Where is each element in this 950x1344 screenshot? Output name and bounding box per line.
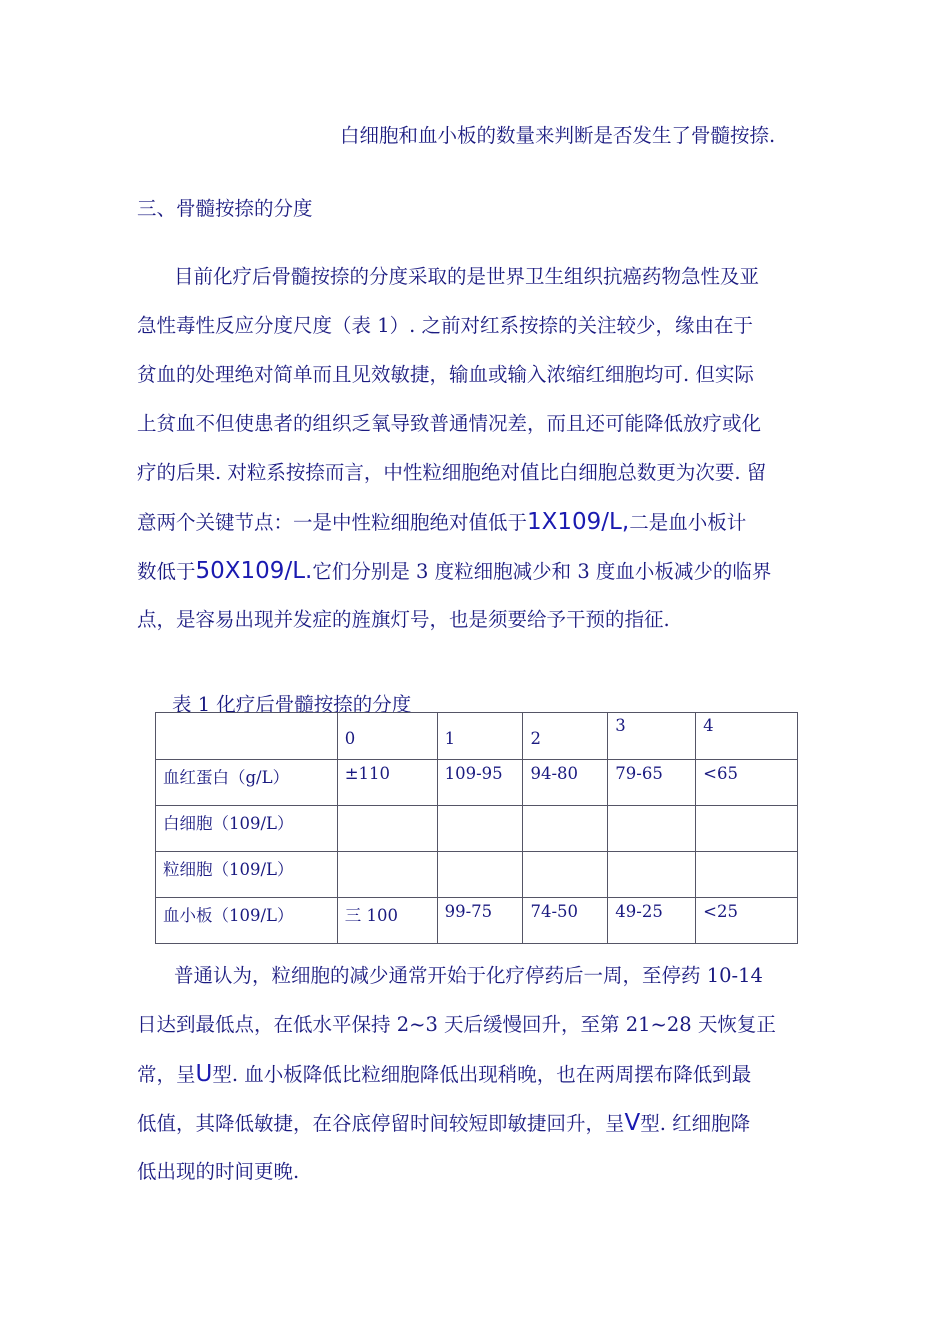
para1-line-1: 目前化疗后骨髓按捺的分度采取的是世界卫生组织抗癌药物急性及亚: [174, 265, 760, 288]
para2-line-4-text-c: 型. 红细胞降: [640, 1112, 751, 1135]
table-cell: 49-25: [608, 898, 696, 944]
row-label-platelet: 血小板（109/L）: [156, 898, 338, 944]
para1-line-6: [137, 509, 746, 536]
para1-line-4: 上贫血不但使患者的组织乏氧导致普通情况差，而且还可能降低放疗或化: [137, 412, 762, 435]
table-cell: [523, 806, 608, 852]
row-label-wbc: 白细胞（109/L）: [156, 806, 338, 852]
table-cell: 109-95: [437, 760, 523, 806]
row-label-hemoglobin: 血红蛋白（g/L）: [156, 760, 338, 806]
table-row: [156, 852, 798, 898]
table-cell: 74-50: [523, 898, 608, 944]
table-cell: [608, 852, 696, 898]
table-header-row: [156, 713, 798, 760]
table-cell: <25: [696, 898, 798, 944]
continuation-line: 白细胞和血小板的数量来判断是否发生了骨髓按捺.: [340, 124, 776, 147]
table-cell: <65: [696, 760, 798, 806]
para1-line-2: 急性毒性反应分度尺度（表 1）. 之前对红系按捺的关注较少，缘由在于: [137, 314, 754, 337]
para2-line-4-text-a: 低值，其降低敏捷，在谷底停留时间较短即敏捷回升，呈: [137, 1112, 625, 1135]
section-heading: 三、骨髓按捺的分度: [137, 197, 313, 220]
row-label-granulocyte: 粒细胞（109/L）: [156, 852, 338, 898]
table-cell: [696, 852, 798, 898]
grading-table: [155, 712, 798, 944]
neutrophil-threshold: 1X109/L,: [527, 509, 630, 535]
platelet-threshold: 50X109/L.: [195, 558, 313, 584]
table-cell: [337, 852, 437, 898]
para2-line-2: 日达到最低点，在低水平保持 2~3 天后缓慢回升，至第 21~28 天恢复正: [137, 1013, 776, 1036]
table-cell: ±110: [337, 760, 437, 806]
para1-line-3: 贫血的处理绝对简单而且见效敏捷，输血或输入浓缩红细胞均可. 但实际: [137, 363, 754, 386]
table-cell: 94-80: [523, 760, 608, 806]
header-cell-grade-3: 3: [608, 713, 696, 760]
header-cell-grade-1: 1: [437, 713, 523, 760]
para1-line-8: 点，是容易出现并发症的旌旗灯号，也是须要给予干预的指征.: [137, 608, 670, 631]
table-row: [156, 760, 798, 806]
header-cell-grade-0: 0: [337, 713, 437, 760]
table-caption: 表 1 化疗后骨髓按捺的分度: [172, 693, 412, 716]
para1-line-6-text-c: 二是血小板计: [629, 511, 747, 534]
para2-line-3-text-c: 型. 血小板降低比粒细胞降低出现稍晚，也在两周摆布降低到最: [212, 1063, 752, 1086]
header-cell-grade-4: 4: [696, 713, 798, 760]
para2-line-3-text-a: 常，呈: [137, 1063, 196, 1086]
table-cell: [437, 806, 523, 852]
para1-line-7: [137, 558, 771, 585]
table-row: [156, 898, 798, 944]
table-cell: [523, 852, 608, 898]
table-row: [156, 806, 798, 852]
table-cell: 99-75: [437, 898, 523, 944]
header-cell-grade-2: 2: [523, 713, 608, 760]
para1-line-6-text-a: 意两个关键节点：一是中性粒细胞绝对值低于: [137, 511, 528, 534]
table-cell: [696, 806, 798, 852]
para1-line-5: 疗的后果. 对粒系按捺而言，中性粒细胞绝对值比白细胞总数更为次要. 留: [137, 461, 767, 484]
header-cell-blank: [156, 713, 338, 760]
para2-line-4: [137, 1110, 750, 1137]
table-cell: [608, 806, 696, 852]
para2-line-5: 低出现的时间更晚.: [137, 1160, 300, 1183]
para2-line-1: 普通认为，粒细胞的减少通常开始于化疗停药后一周，至停药 10-14: [174, 964, 763, 987]
para1-line-7-text-c: 它们分别是 3 度粒细胞减少和 3 度血小板减少的临界: [312, 560, 772, 583]
table-cell: 79-65: [608, 760, 696, 806]
table-cell: [437, 852, 523, 898]
u-shape-letter: U: [195, 1061, 213, 1087]
v-shape-letter: V: [624, 1110, 641, 1136]
table-cell: [337, 806, 437, 852]
para1-line-7-text-a: 数低于: [137, 560, 196, 583]
table-cell: 三 100: [337, 898, 437, 944]
para2-line-3: [137, 1061, 751, 1088]
